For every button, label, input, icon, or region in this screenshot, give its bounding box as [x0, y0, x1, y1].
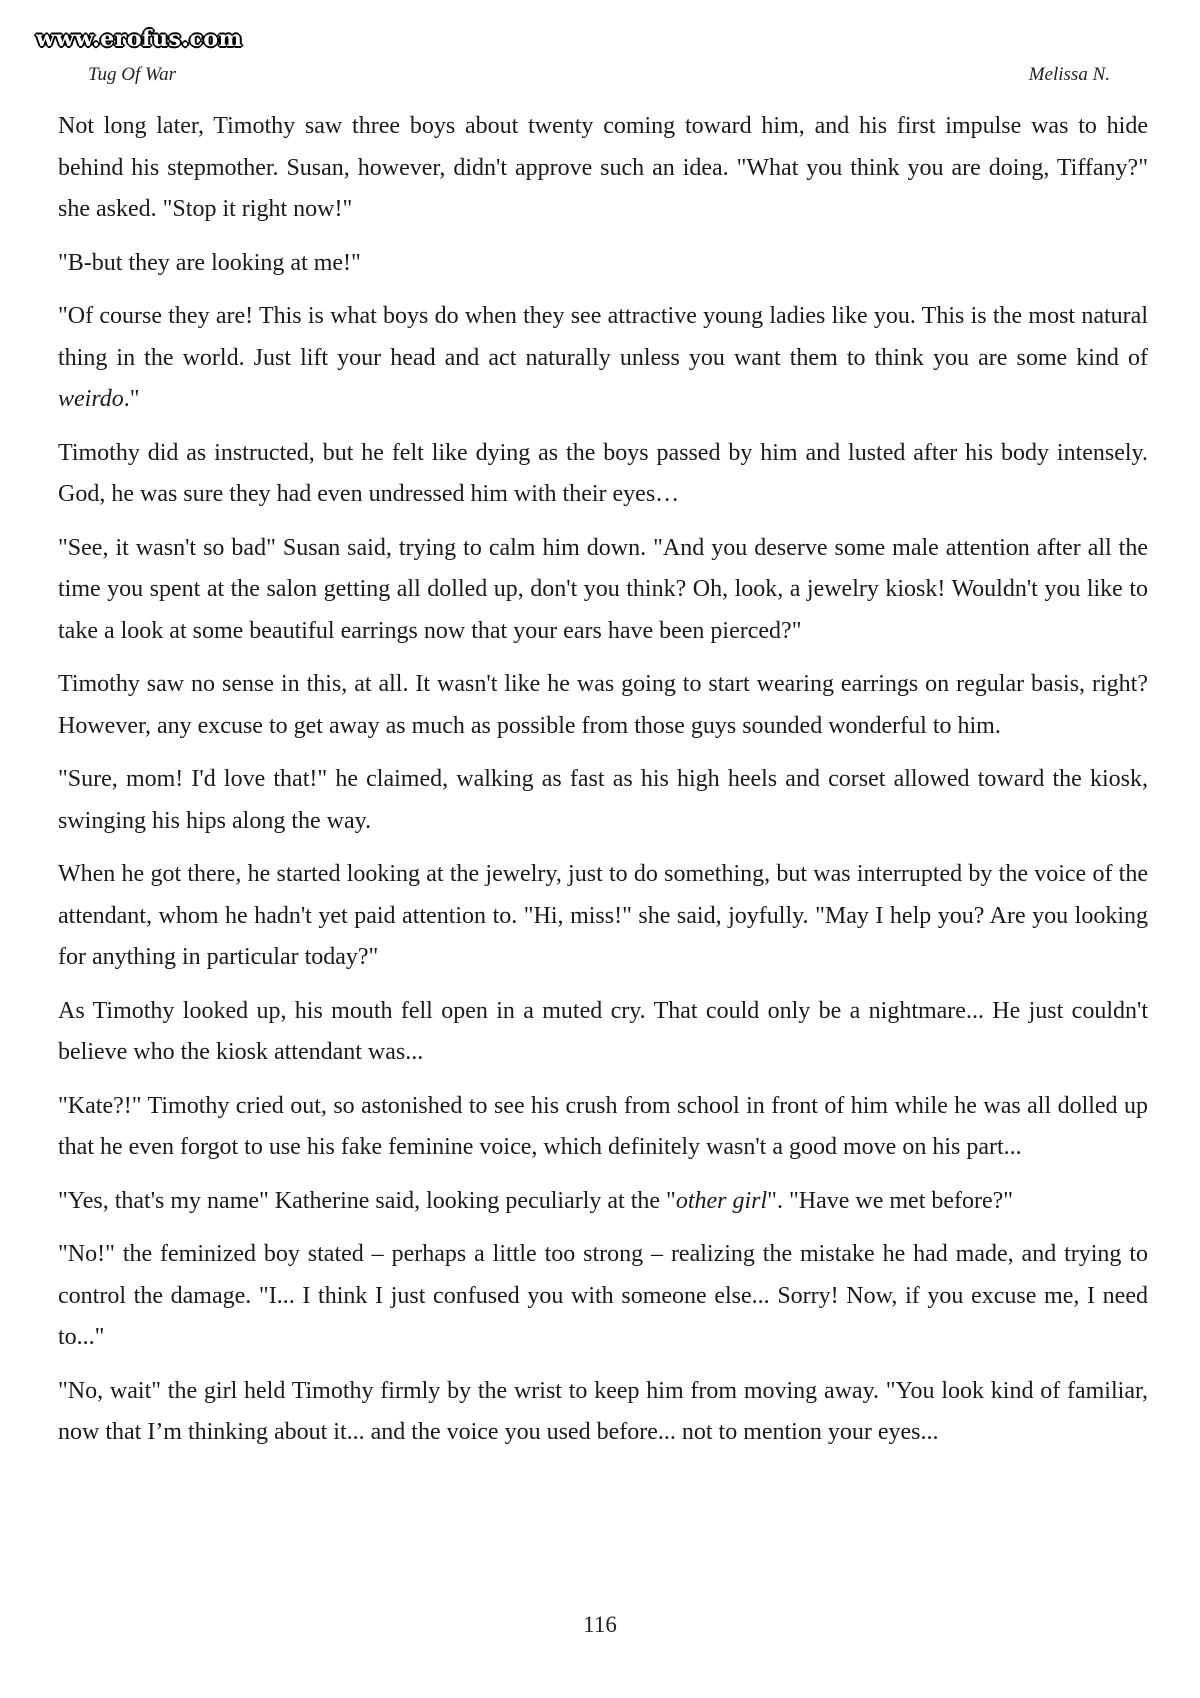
- paragraph-text: ". "Have we met before?": [767, 1187, 1014, 1214]
- watermark: www.erofus.com: [36, 26, 243, 52]
- paragraph: "No!" the feminized boy stated – perhaps a little too strong – realizing the mistake he had made, and trying to control the damage. "I... I think I just confused you with someone else... Sorry! Now, if you excuse me, I need to...": [58, 1241, 1148, 1350]
- paragraph: As Timothy looked up, his mouth fell open in a muted cry. That could only be a nightmare... He just couldn't believe who the kiosk attendant was...: [58, 997, 1148, 1065]
- paragraph: When he got there, he started looking at the jewelry, just to do something, but was interrupted by the voice of the attendant, whom he hadn't yet paid attention to. "Hi, miss!" she said, joyfully. "May I help you? Are you looking for anything in particular today?": [58, 861, 1148, 970]
- emphasis-text: other girl: [675, 1187, 768, 1214]
- paragraph: "No, wait" the girl held Timothy firmly by the wrist to keep him from moving away. "You look kind of familiar, now that I’m thinking about it... and the voice you used before... not to mention your eyes...: [58, 1377, 1148, 1445]
- paragraph: "B-but they are looking at me!": [58, 249, 361, 276]
- book-author: Melissa N.: [1028, 64, 1110, 85]
- paragraph: "Kate?!" Timothy cried out, so astonished to see his crush from school in front of him while he was all dolled up that he even forgot to use his fake feminine voice, which definitely wasn't a good move on his part...: [58, 1092, 1148, 1160]
- page-body: [58, 106, 1148, 1466]
- emphasis-text: weirdo: [58, 386, 124, 412]
- paragraph: "See, it wasn't so bad" Susan said, trying to calm him down. "And you deserve some male attention after all the time you spent at the salon getting all dolled up, don't you think? Oh, look, a jewelry kiosk! Wouldn't you like to take a look at some beautiful earrings now that your ears have been pierced?": [58, 534, 1148, 644]
- paragraph: [58, 1181, 1148, 1223]
- paragraph-text: "Yes, that's my name" Katherine said, looking peculiarly at the ": [58, 1187, 676, 1214]
- page-number: 116: [583, 1612, 617, 1637]
- book-title: Tug Of War: [88, 64, 176, 85]
- paragraph-text: .": [123, 386, 140, 412]
- paragraph: Not long later, Timothy saw three boys about twenty coming toward him, and his first impulse was to hide behind his stepmother. Susan, however, didn't approve such an idea. "What you think you are doing, Tiffany?" she asked. "Stop it right now!": [58, 113, 1148, 222]
- page-header: [88, 64, 1110, 90]
- paragraph: Timothy saw no sense in this, at all. It wasn't like he was going to start wearing earrings on regular basis, right? However, any excuse to get away as much as possible from those guys sounded wonderful to him.: [58, 671, 1148, 739]
- paragraph: [58, 296, 1148, 421]
- paragraph-text: "Of course they are! This is what boys do when they see attractive young ladies like you. This is the most natural thing in the world. Just lift your head and act naturally unless you want them to think you are some kind of: [58, 303, 1148, 371]
- paragraph: "Sure, mom! I'd love that!" he claimed, walking as fast as his high heels and corset allowed toward the kiosk, swinging his hips along the way.: [58, 766, 1148, 834]
- paragraph: Timothy did as instructed, but he felt like dying as the boys passed by him and lusted after his body intensely. God, he was sure they had even undressed him with their eyes…: [58, 439, 1148, 507]
